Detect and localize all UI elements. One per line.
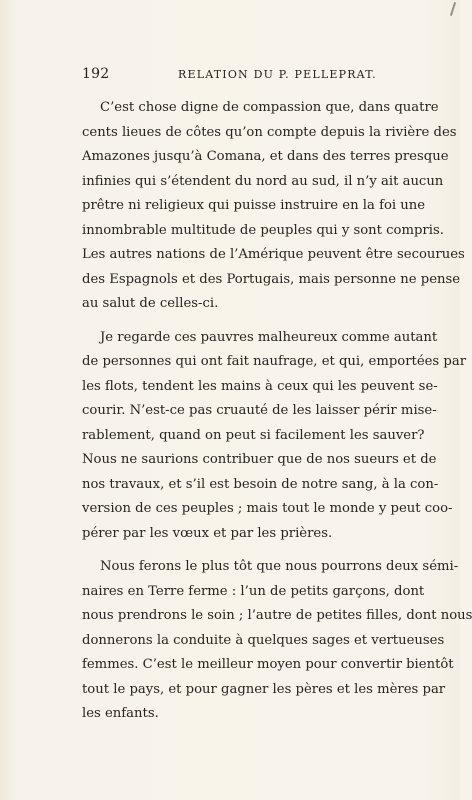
- text-line: les enfants.: [82, 706, 159, 721]
- text-line: au salut de celles-ci.: [82, 296, 219, 311]
- paragraph-3: [82, 555, 472, 727]
- page-number: 192: [82, 66, 110, 82]
- text-line: Amazones jusqu’à Comana, et dans des terres presque: [82, 149, 449, 164]
- text-line: innombrable multitude de peuples qui y sont compris.: [82, 222, 444, 238]
- body-text: [82, 96, 472, 736]
- page-header: [82, 66, 396, 86]
- text-line: naires en Terre ferme : l’un de petits garçons, dont: [82, 583, 425, 599]
- running-head: RELATION DU P. PELLEPRAT.: [178, 68, 377, 81]
- text-line: rablement, quand on peut si facilement les sauver?: [82, 427, 425, 443]
- text-line: Les autres nations de l’Amérique peuvent être secourues: [82, 247, 465, 262]
- text-line: prêtre ni religieux qui puisse instruire en la foi une: [82, 198, 426, 213]
- text-line: nos travaux, et s’il est besoin de notre sang, à la con-: [82, 476, 439, 492]
- paragraph-2: [82, 326, 466, 547]
- text-line: version de ces peuples ; mais tout le monde y peut coo-: [82, 501, 453, 516]
- text-line: C’est chose digne de compassion que, dans quatre: [100, 100, 439, 115]
- text-line: les flots, tendent les mains à ceux qui les peuvent se-: [82, 378, 438, 394]
- text-line: Nous ferons le plus tôt que nous pourrons deux sémi-: [100, 559, 459, 574]
- text-line: femmes. C’est le meilleur moyen pour convertir bientôt: [82, 657, 454, 672]
- text-line: Nous ne saurions contribuer que de nos sueurs et de: [82, 452, 437, 467]
- text-line: courir. N’est-ce pas cruauté de les laisser périr mise-: [82, 403, 437, 418]
- text-line: infinies qui s’étendent du nord au sud, il n’y ait aucun: [82, 173, 444, 189]
- text-line: des Espagnols et des Portugais, mais personne ne pense: [82, 271, 461, 287]
- text-line: nous prendrons le soin ; l’autre de petites filles, dont nous: [82, 608, 472, 623]
- text-line: donnerons la conduite à quelques sages et vertueuses: [82, 632, 445, 648]
- text-line: Je regarde ces pauvres malheureux comme autant: [100, 329, 438, 345]
- text-line: pérer par les vœux et par les prières.: [82, 525, 333, 541]
- paragraph-1: [82, 96, 465, 317]
- text-line: tout le pays, et pour gagner les pères et les mères par: [82, 681, 446, 697]
- text-line: de personnes qui ont fait naufrage, et qui, emportées par: [82, 354, 466, 369]
- text-line: cents lieues de côtes qu’on compte depuis la rivière des: [82, 124, 457, 140]
